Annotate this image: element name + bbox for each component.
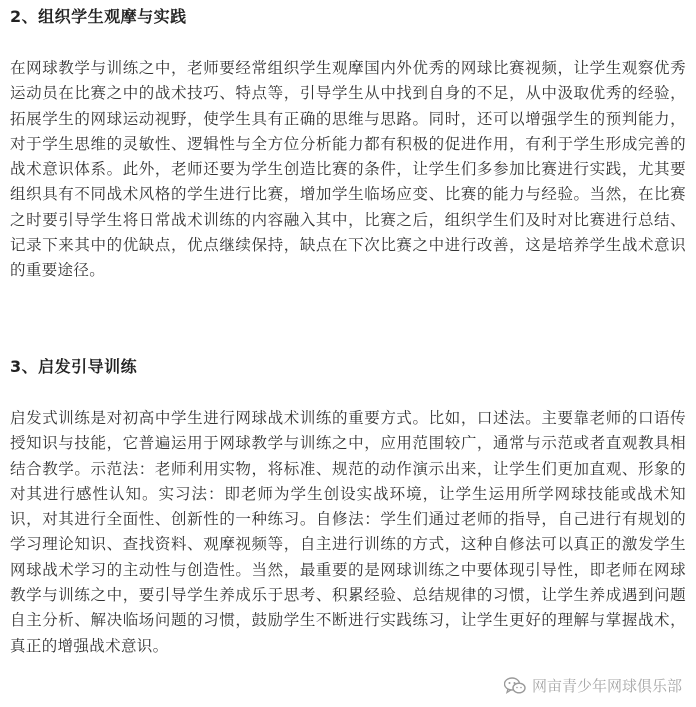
section-heading-3: 3、启发引导训练 <box>10 357 138 376</box>
section-heading-2: 2、组织学生观摩与实践 <box>10 7 187 26</box>
wechat-icon <box>504 677 526 695</box>
section-3-paragraph: 启发式训练是对初高中学生进行网球战术训练的重要方式。比如，口述法。主要靠老师的口语传授知识与技能，它普遍运用于网球教学与训练之中，应用范围较广，通常与示范或者直观教具相结合教学。示范法：老师利用实物，将标准、规范的动作演示出来，让学生们更加直观、形象的对其进行感性认知。实习法：即老师为学生创设实战环境，让学生运用所学网球技能或战术知识，对其进行全面性、创新性的一种练习。自修法：学生们通过老师的指导，自己进行有规划的学习理论知识、查找资料、观摩视频等，自主进行训练的方式，这种自修法可以真正的激发学生网球战术学习的主动性与创造性。当然，最重要的是网球训练之中要体现引导性，即老师在网球教学与训练之中，要引导学生养成乐于思考、积累经验、总结规律的习惯，让学生养成遇到问题自主分析、解决临场问题的习惯，鼓励学生不断进行实践练习，让学生更好的理解与掌握战术，真正的增强战术意识。 <box>10 409 686 655</box>
watermark-text: 网亩青少年网球俱乐部 <box>531 677 682 695</box>
section-2-paragraph: 在网球教学与训练之中，老师要经常组织学生观摩国内外优秀的网球比赛视频，让学生观察优秀运动员在比赛之中的战术技巧、特点等，引导学生从中找到自身的不足，从中汲取优秀的经验，拓展学生的网球运动视野，使学生具有正确的思维与思路。同时，还可以增强学生的预判能力，对于学生思维的灵敏性、逻辑性与全方位分析能力都有积极的促进作用，有利于学生形成完善的战术意识体系。此外，老师还要为学生创造比赛的条件，让学生们多参加比赛进行实践，尤其要组织具有不同战术风格的学生进行比赛，增加学生临场应变、比赛的能力与经验。当然，在比赛之时要引导学生将日常战术训练的内容融入其中，比赛之后，组织学生们及时对比赛进行总结、记录下来其中的优缺点，优点继续保持，缺点在下次比赛之中进行改善，这是培养学生战术意识的重要途径。 <box>10 59 686 280</box>
watermark <box>500 674 686 697</box>
